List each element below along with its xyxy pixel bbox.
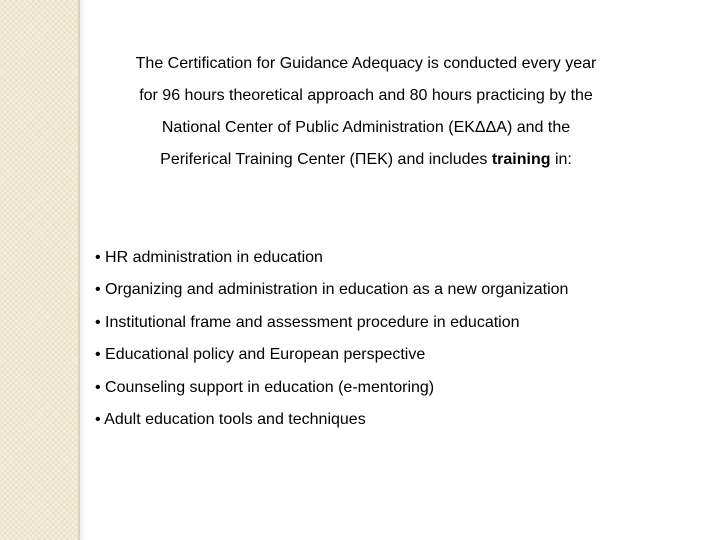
intro-line-2: for 96 hours theoretical approach and 80 hours practicing by the	[139, 87, 593, 104]
training-topics-list	[95, 242, 695, 436]
list-item: • Institutional frame and assessment procedure in education	[95, 313, 520, 331]
intro-emphasis-training: training	[491, 151, 551, 168]
intro-line-3: National Center of Public Administration (ΕΚΔΔΑ) and the	[161, 119, 571, 136]
intro-line-4-end: in:	[550, 151, 572, 168]
decorative-side-strip	[0, 0, 78, 540]
intro-line-4-start: Periferical Training Center (ΠΕΚ) and includes	[160, 151, 492, 168]
list-item: • HR administration in education	[95, 249, 323, 266]
list-item: • Adult education tools and techniques	[95, 410, 366, 428]
intro-paragraph	[96, 48, 636, 176]
list-item: • Organizing and administration in education as a new organization	[95, 281, 569, 299]
intro-line-1: The Certification for Guidance Adequacy is conducted every year	[135, 55, 597, 72]
slide-shadow	[80, 0, 86, 540]
intro-line-4	[96, 144, 636, 176]
list-item: • Counseling support in education (e-mentoring)	[95, 378, 435, 396]
list-item: • Educational policy and European perspective	[95, 346, 426, 364]
